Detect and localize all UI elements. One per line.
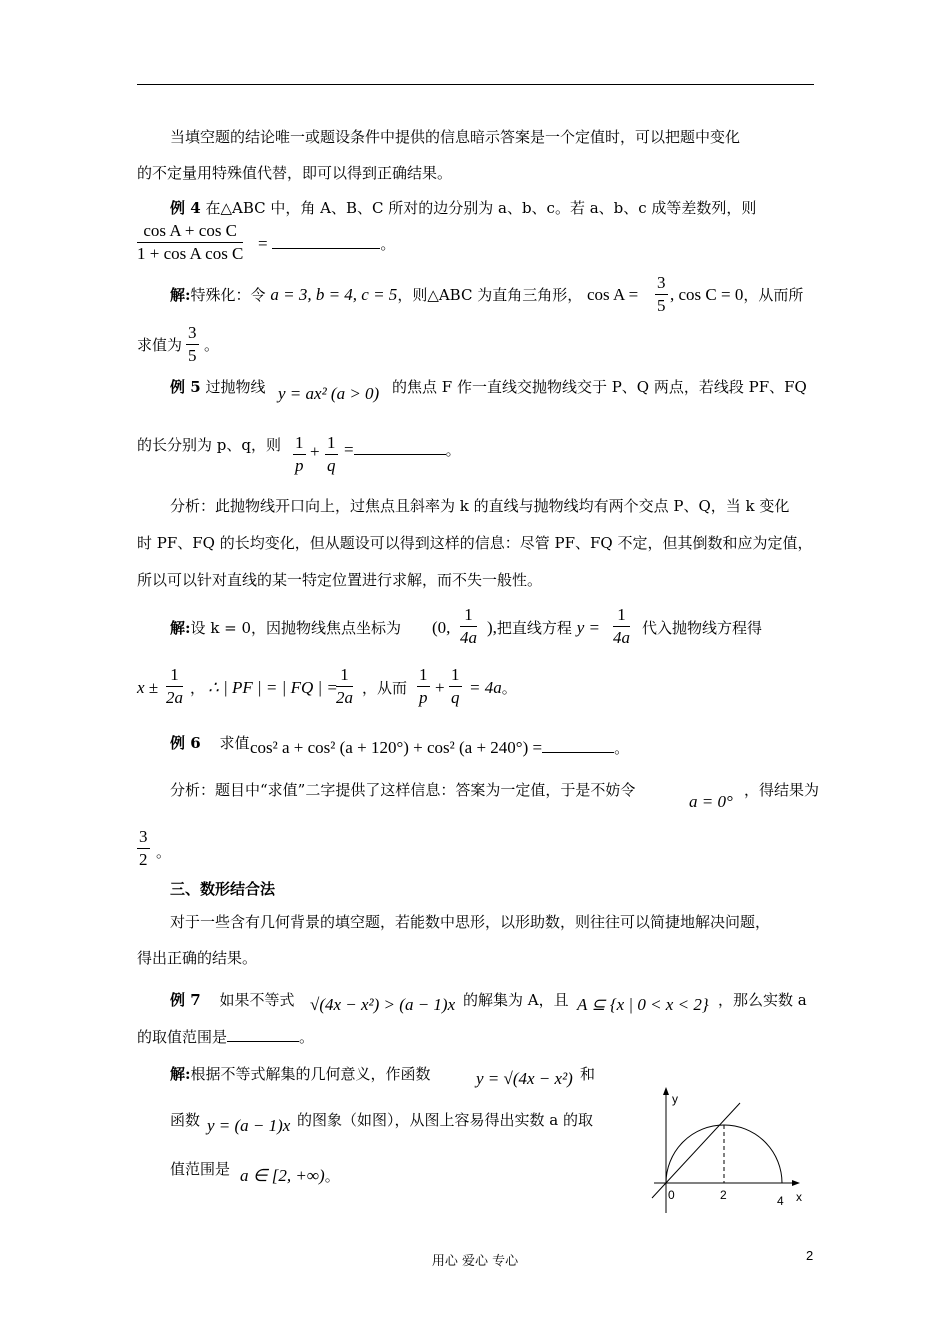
example-5-solution-end: 代入抛物线方程得 (642, 619, 763, 637)
denominator: 4a (460, 628, 477, 647)
numerator: 1 (325, 432, 338, 455)
example-4-answer-blank (258, 234, 395, 254)
footer-slogan: 用心 爱心 专心 (431, 1254, 519, 1269)
denominator: q (451, 688, 460, 707)
comma: ， (190, 679, 206, 697)
section-heading: 三、数形结合法 (170, 880, 276, 898)
solution-label: 解: (170, 619, 191, 637)
function-2 (207, 1116, 290, 1136)
cos-c-expression: , cos C = 0 (670, 285, 744, 304)
example-7-text: 如果不等式 (219, 991, 295, 1009)
equals-sign: = (258, 234, 268, 253)
example-5-question: 的长分别为 p、q，则 (137, 436, 281, 454)
and-text: 和 (580, 1065, 596, 1083)
period: 。 (501, 679, 517, 697)
side-values: a = 3, b = 4, c = 5 (270, 285, 398, 304)
parabola-equation (278, 384, 379, 404)
denominator: 5 (188, 346, 197, 365)
x-fraction (166, 664, 183, 709)
solution-text: ，则△ABC 为直角三角形， (397, 286, 583, 304)
example-6-statement (170, 733, 249, 753)
example-5-solution (170, 618, 401, 638)
result-expression: = 4a (469, 678, 502, 697)
example-7-range-text: 值范围是 (170, 1160, 231, 1178)
intro-line-1: 当填空题的结论唯一或题设条件中提供的信息暗示答案是一个定值时，可以把题中变化 (170, 128, 741, 146)
answer-expression: a ∈ [2, +∞) (240, 1166, 325, 1185)
function-1-expression: y = √(4x − x²) (476, 1069, 573, 1088)
period: 。 (324, 1167, 340, 1185)
blank-line (272, 234, 380, 249)
tick-label-4: 4 (777, 1194, 784, 1208)
numerator: 1 (613, 604, 630, 627)
function-1 (476, 1069, 573, 1089)
example-6-substitution (689, 792, 733, 812)
inequality-expression: √(4x − x²) > (a − 1)x (310, 995, 456, 1014)
example-5-solution-cont (487, 618, 600, 638)
x-plus-minus: x ± (137, 678, 159, 697)
example-5-result (469, 678, 517, 698)
y-axis-label: y (672, 1092, 678, 1106)
a-equals-zero: a = 0° (689, 792, 733, 811)
parabola-expression: y = ax² (a > 0) (278, 384, 380, 403)
example-5-analysis-2: 时 PF、FQ 的长均变化，但从题设可以得到这样的信息：尽管 PF、FQ 不定，但其倒数和应为定值， (137, 534, 813, 552)
result-text: 求值为 (137, 336, 183, 354)
numerator: 3 (186, 322, 199, 345)
denominator: 4a (613, 628, 630, 647)
example-7-text-cont: 的解集为 A，且 (463, 991, 569, 1009)
focus-fraction (460, 604, 477, 649)
denominator: q (327, 456, 336, 475)
example-6-label: 例 6 (170, 734, 201, 752)
numerator: 1 (336, 664, 353, 687)
example-5-analysis-1: 分析：此抛物线开口向上，过焦点且斜率为 k 的直线与抛物线均有两个交点 P、Q，当 k 变化 (170, 497, 790, 515)
page-number: 2 (806, 1248, 814, 1263)
example-5-label: 例 5 (170, 378, 201, 396)
example-5-statement (170, 377, 265, 397)
example-7-statement (170, 990, 294, 1010)
denominator: 2a (336, 688, 353, 707)
example-6-text: 求值 (219, 734, 250, 752)
solution-text: 设 k = 0，因抛物线焦点坐标为 (190, 619, 402, 637)
example-5-text-cont: 的焦点 F 作一直线交抛物线交于 P、Q 两点，若线段 PF、FQ (392, 378, 807, 396)
function-graph (650, 1085, 820, 1217)
line-fraction (613, 604, 630, 649)
cos-a-fraction (655, 272, 668, 317)
example-7-text-end: ，那么实数 a (718, 991, 807, 1009)
plus-sign: + (310, 442, 320, 461)
line-through-origin (652, 1103, 740, 1198)
period: 。 (380, 235, 396, 253)
focus-coordinate-open: (0, (432, 618, 451, 637)
example-7-question (137, 1027, 314, 1047)
blank-line (354, 440, 446, 455)
section-3-line-2: 得出正确的结果。 (137, 949, 258, 967)
focus-coordinate-close: ), (487, 618, 497, 637)
example-4-solution-cont (670, 285, 803, 305)
numerator: 1 (449, 664, 462, 687)
cosine-sum-expression: cos² a + cos² (a + 120°) + cos² (a + 240°) = (250, 738, 543, 757)
example-7-answer (240, 1166, 340, 1186)
example-4-fraction (137, 220, 243, 265)
tick-label-2: 2 (720, 1188, 727, 1202)
denominator: 2 (139, 850, 148, 869)
origin-label: 0 (668, 1188, 675, 1202)
section-3-line-1: 对于一些含有几何背景的填空题，若能数中思形，以形助数，则往往可以简捷地解决问题， (170, 913, 771, 931)
numerator: 1 (460, 604, 477, 627)
period: 。 (204, 336, 220, 354)
denominator: 5 (657, 296, 666, 315)
example-6-expression (250, 738, 629, 758)
example-4-label: 例 4 (170, 199, 201, 217)
solution-text: 根据不等式解集的几何意义，作函数 (190, 1065, 431, 1083)
header-rule (137, 84, 814, 85)
numerator: 1 (417, 664, 430, 687)
solution-text: 特殊化：令 (190, 286, 266, 304)
one-over-q-result (449, 664, 462, 709)
example-4-result-fraction (186, 322, 199, 367)
x-axis-arrow (792, 1180, 800, 1186)
inequality (310, 995, 455, 1015)
equals-sign: = (344, 440, 354, 459)
solution-text: 把直线方程 (496, 619, 572, 637)
x-axis-label: x (796, 1190, 802, 1204)
one-over-p-result (417, 664, 430, 709)
denominator: p (295, 456, 304, 475)
question-text: 的取值范围是 (137, 1028, 228, 1046)
set-expression: A ⊆ {x | 0 < x < 2} (577, 995, 709, 1014)
numerator: 1 (293, 432, 306, 455)
example-5-text: 过抛物线 (205, 378, 266, 396)
example-4-result (137, 335, 182, 355)
function-2-expression: y = (a − 1)x (207, 1116, 291, 1135)
example-4-denominator: 1 + cos A cos C (137, 244, 244, 263)
example-4-text: 在△ABC 中，角 A、B、C 所对的边分别为 a、b、c。若 a、b、c 成等差数列，则 (205, 199, 757, 217)
denominator: 2a (166, 688, 183, 707)
cos-a-expression: cos A = (587, 285, 639, 304)
example-4-solution (170, 285, 638, 305)
period: 。 (156, 843, 172, 861)
numerator: 3 (655, 272, 668, 295)
denominator: p (419, 688, 428, 707)
example-4-numerator: cos A + cos C (137, 220, 243, 243)
intro-line-2: 的不定量用特殊值代替，即可以得到正确结果。 (137, 164, 453, 182)
y-axis-arrow (663, 1087, 669, 1095)
function-text: 函数 (170, 1111, 201, 1129)
example-7-solution (170, 1064, 431, 1084)
example-7-solution-cont: 的图象（如图），从图上容易得出实数 a 的取 (297, 1111, 593, 1129)
numerator: 3 (137, 826, 150, 849)
solution-label: 解: (170, 286, 191, 304)
one-over-p (293, 432, 306, 477)
example-6-answer-fraction (137, 826, 150, 871)
example-5-answer-blank (344, 440, 461, 460)
period: 。 (445, 441, 461, 459)
blank-line (542, 738, 614, 753)
period: 。 (614, 739, 630, 757)
solution-label: 解: (170, 1065, 191, 1083)
blank-line (227, 1027, 299, 1042)
pf-fraction (336, 664, 353, 709)
period: 。 (299, 1028, 315, 1046)
set-condition (577, 995, 709, 1015)
example-6-analysis-end: ，得结果为 (744, 781, 820, 799)
numerator: 1 (166, 664, 183, 687)
solution-text: ，从而 (362, 679, 408, 697)
one-over-q (325, 432, 338, 477)
example-5-analysis-3: 所以可以针对直线的某一特定位置进行求解，而不失一般性。 (137, 571, 543, 589)
example-7-label: 例 7 (170, 991, 201, 1009)
solution-text: ，从而所 (743, 286, 804, 304)
example-4-statement (170, 198, 756, 218)
plus-sign: + (435, 678, 445, 697)
line-equation: y = (576, 618, 600, 637)
pf-fq-expression: ∴ | PF | = | FQ | = (208, 678, 338, 697)
example-6-analysis: 分析：题目中“求值”二字提供了这样信息：答案为一定值，于是不妨令 (170, 781, 636, 799)
